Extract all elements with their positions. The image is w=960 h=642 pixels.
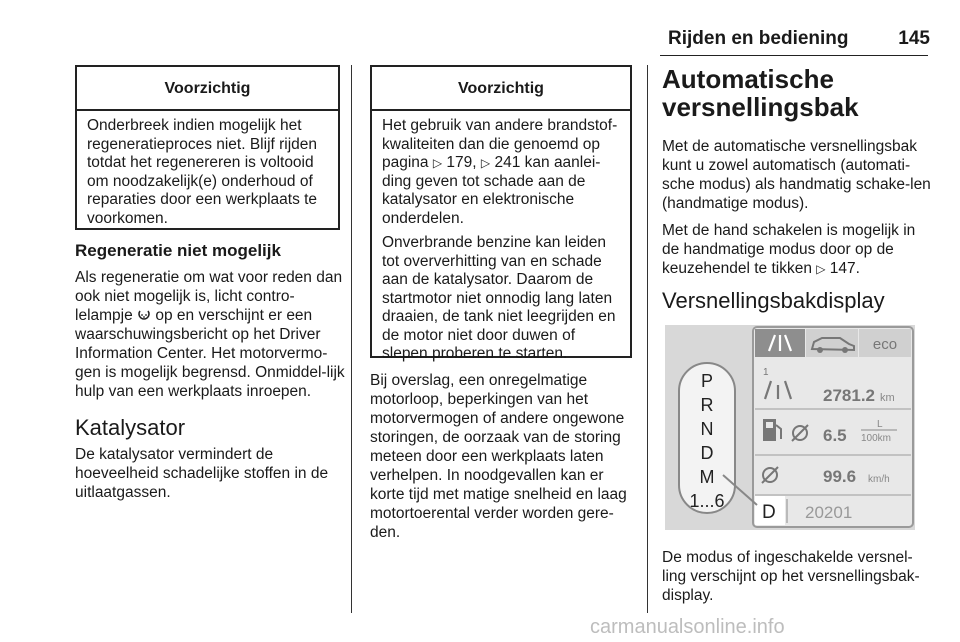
heading-regeneration: Regeneratie niet mogelijk (75, 241, 281, 260)
gear-r: R (700, 395, 714, 415)
speed-unit: km/h (868, 474, 890, 485)
caution-title: Voorzichtig (77, 67, 338, 111)
fuel-unit-bottom: 100km (861, 433, 892, 444)
trip-index: 1 (763, 367, 769, 378)
caution-text-part: kan aanlei-ding geven tot schade aan de katalysator en elektronische onderdelen. (382, 154, 601, 227)
page-ref-icon: ▷ (480, 156, 491, 170)
column-divider (647, 65, 648, 613)
gear-n: N (700, 419, 714, 439)
caution-box (370, 65, 632, 362)
paragraph (75, 268, 345, 401)
paragraph-text: Met de hand schakelen is mogelijk in de handmatige modus door op de keuzehendel te tikken ▷ 147. (662, 222, 916, 277)
page-number: 145 (898, 28, 930, 49)
fuel-unit-top: L (877, 419, 883, 430)
trip-value: 20201 (805, 503, 853, 522)
paragraph-text-part: Met de hand schakelen is mogelijk in de handmatige modus door op de keuzehendel te tikken (662, 222, 916, 277)
filter-warning-icon (137, 308, 151, 322)
paragraph-text: Met de automatische versnellingsbak kunt u zowel automatisch (automati-sche modus) als handmatig schake-len (handmatige modus). (662, 138, 931, 212)
figure-caption: De modus of ingeschakelde versnel-ling verschijnt op het versnellingsbak-display. (662, 549, 920, 604)
gear-p: P (700, 371, 714, 391)
section-heading: Automatische versnellingsbak (662, 64, 859, 122)
section-title: Rijden en bediening (668, 28, 849, 49)
paragraph-text: Als regeneratie om wat voor reden dan ook niet mogelijk is, licht contro-lelampje (75, 269, 343, 324)
caution-box (75, 65, 340, 230)
caution-title: Voorzichtig (372, 67, 630, 111)
paragraph-text: op en verschijnt er een waarschuwingsbericht op het Driver Information Center. Het motorvermo-gen is mogelijk begrensd. Onmiddel-lijk hulp van een werkplaats inroepen. (75, 307, 345, 400)
gear-mode-indicator: D (762, 502, 776, 523)
gear-m: M (699, 467, 715, 487)
odometer-unit: km (880, 392, 895, 404)
gear-range: 1...6 (689, 491, 725, 511)
speed-value: 99.6 (823, 467, 857, 486)
page-ref-icon: ▷ (432, 156, 443, 170)
caution-text: Onderbreek indien mogelijk het regeneratieproces niet. Blijf rijden totdat het regenereren is voltooid om noodzakelijk(e) onderhoud of reparaties door een werkplaats te voorkomen. (87, 117, 318, 227)
paragraph: De katalysator vermindert de hoeveelheid schadelijke stoffen in de uitlaatgassen. (75, 446, 329, 501)
page-link[interactable]: 179 (446, 154, 473, 171)
heading-catalyst: Katalysator (75, 415, 186, 440)
caution-text: Het gebruik van andere brandstof-kwaliteiten dan die genoemd op pagina ▷ 179, ▷ 241 kan aanlei-ding geven tot schade aan de katalysator en elektronische onderdelen. (382, 117, 618, 227)
page-ref-icon: ▷ (816, 262, 826, 276)
eco-label: eco (872, 336, 898, 353)
page-link[interactable]: 241 (494, 154, 521, 171)
header-rule (660, 55, 928, 56)
page-link[interactable]: 147 (829, 260, 856, 277)
transmission-display-illustration (665, 325, 915, 530)
caution-text-part: Het gebruik van andere brandstof-kwaliteiten dan die genoemd op pagina (382, 117, 618, 171)
odometer-value: 2781.2 (823, 386, 875, 405)
paragraph: Bij overslag, een onregelmatige motorloop, beperkingen van het motorvermogen of andere ongewone storingen, de oorzaak van de storing meteen door een werkplaats laten verhelpen. In noodgevallen kan er korte tijd met matige snelheid en laag motortoerental verder worden gere-den. (370, 372, 627, 541)
gear-d: D (700, 443, 714, 463)
caution-text: Onverbrande benzine kan leiden tot oververhitting van en schade aan de katalysator. Daarom de startmotor niet onnodig lang laten draaien, de tank niet leegrijden en de motor niet door duwen of slepen proberen te starten. (382, 234, 616, 362)
watermark: carmanualsonline.info (590, 616, 785, 638)
column-divider (351, 65, 352, 613)
fuel-consumption-value: 6.5 (823, 426, 847, 445)
heading-display: Versnellingsbakdisplay (662, 288, 885, 313)
paragraph (662, 137, 932, 287)
